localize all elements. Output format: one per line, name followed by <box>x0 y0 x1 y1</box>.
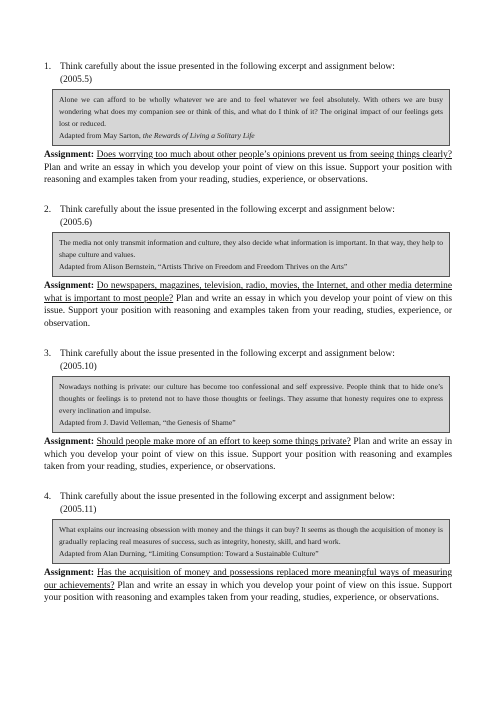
excerpt-source <box>59 261 443 273</box>
source-prefix: Adapted from Alan Durning, “Limiting Consumption: Toward a Sustainable Culture” <box>59 549 319 558</box>
assignment-question: Do newspapers, magazines, television, radio, movies, the Internet, and other media determine what is important to most people? <box>44 281 453 304</box>
essay-item <box>44 348 452 474</box>
excerpt-quote: The media not only transmit information and culture, they also decide what information is important. In that way, they help to shape culture and values. <box>59 238 443 259</box>
assignment <box>44 280 452 330</box>
excerpt-box <box>52 89 450 146</box>
essay-item <box>44 204 452 330</box>
source-prefix: Adapted from May Sarton, <box>59 131 143 140</box>
prompt-code: (2005.10) <box>60 361 97 372</box>
assignment <box>44 567 452 605</box>
assignment <box>44 149 452 187</box>
prompt-text: Think carefully about the issue presented in the following excerpt and assignment below: <box>60 205 395 215</box>
assignment-instruction: Plan and write an essay in which you develop your point of view on this issue. Support your position with reasoning and examples taken from your reading, studies, experience, or observations. <box>44 580 452 603</box>
item-number: 3. <box>44 349 52 359</box>
prompt-code: (2005.11) <box>60 504 97 515</box>
prompt-text: Think carefully about the issue presented in the following excerpt and assignment below: <box>60 349 395 359</box>
excerpt-source <box>59 417 443 429</box>
item-prompt <box>44 61 452 86</box>
item-number: 4. <box>44 492 52 502</box>
item-number: 2. <box>44 205 52 215</box>
assignment-label: Assignment: <box>44 281 95 291</box>
prompt-text: Think carefully about the issue presented in the following excerpt and assignment below: <box>60 492 395 502</box>
essay-item <box>44 61 452 187</box>
assignment <box>44 436 452 474</box>
essay-item <box>44 491 452 605</box>
item-prompt <box>44 204 452 229</box>
source-title: the Rewards of Living a Solitary Life <box>142 131 255 140</box>
assignment-instruction: Plan and write an essay in which you develop your point of view on this issue. Support your position with reasoning and examples taken from your reading, studies, experience, or observations. <box>44 437 453 472</box>
item-prompt <box>44 348 452 373</box>
source-prefix: Adapted from Alison Bernstein, “Artists Thrive on Freedom and Freedom Thrives on the Arts” <box>59 262 348 271</box>
excerpt-box <box>52 519 450 564</box>
prompt-code: (2005.6) <box>60 217 93 228</box>
assignment-question: Should people make more of an effort to keep some things private? <box>96 437 351 447</box>
assignment-instruction: Plan and write an essay in which you develop your point of view on this issue. Support your position with reasoning and examples taken from your reading, studies, experience, or observation. <box>44 293 452 329</box>
assignment-instruction: Plan and write an essay in which you develop your point of view on this issue. Support your position with reasoning and examples taken from your reading, studies, experience, or observations. <box>44 162 452 185</box>
excerpt-source <box>59 130 443 142</box>
excerpt-quote: Nowadays nothing is private: our culture has become too confessional and self expressive. People think that to hide one’s thoughts or feelings is to pretend not to have those thoughts or feelings. They assume that honesty requires one to express every inclination and impulse. <box>59 382 443 415</box>
item-prompt <box>44 491 452 516</box>
excerpt-box <box>52 376 450 433</box>
assignment-label: Assignment: <box>44 437 95 447</box>
excerpt-source <box>59 548 443 560</box>
excerpt-quote: What explains our increasing obsession with money and the things it can buy? It seems as though the acquisition of money is gradually replacing real measures of success, such as integrity, honesty, skill, and hard work. <box>59 525 443 546</box>
assignment-question: Does worrying too much about other people’s opinions prevent us from seeing things clearly? <box>96 150 452 160</box>
assignment-question: Has the acquisition of money and possessions replaced more meaningful ways of measuring our achievements? <box>44 568 453 591</box>
prompt-text: Think carefully about the issue presented in the following excerpt and assignment below: <box>60 62 395 72</box>
excerpt-quote: Alone we can afford to be wholly whatever we are and to feel whatever we feel absolutely. With others we are busy wondering what does my companion see or think of this, and what do I think of it? The original impact of our feelings gets lost or reduced. <box>59 95 443 128</box>
assignment-label: Assignment: <box>44 568 95 578</box>
prompt-code: (2005.5) <box>60 74 93 85</box>
item-number: 1. <box>44 62 52 72</box>
assignment-label: Assignment: <box>44 150 95 160</box>
source-prefix: Adapted from J. David Velleman, “the Genesis of Shame” <box>59 418 236 427</box>
excerpt-box <box>52 232 450 277</box>
